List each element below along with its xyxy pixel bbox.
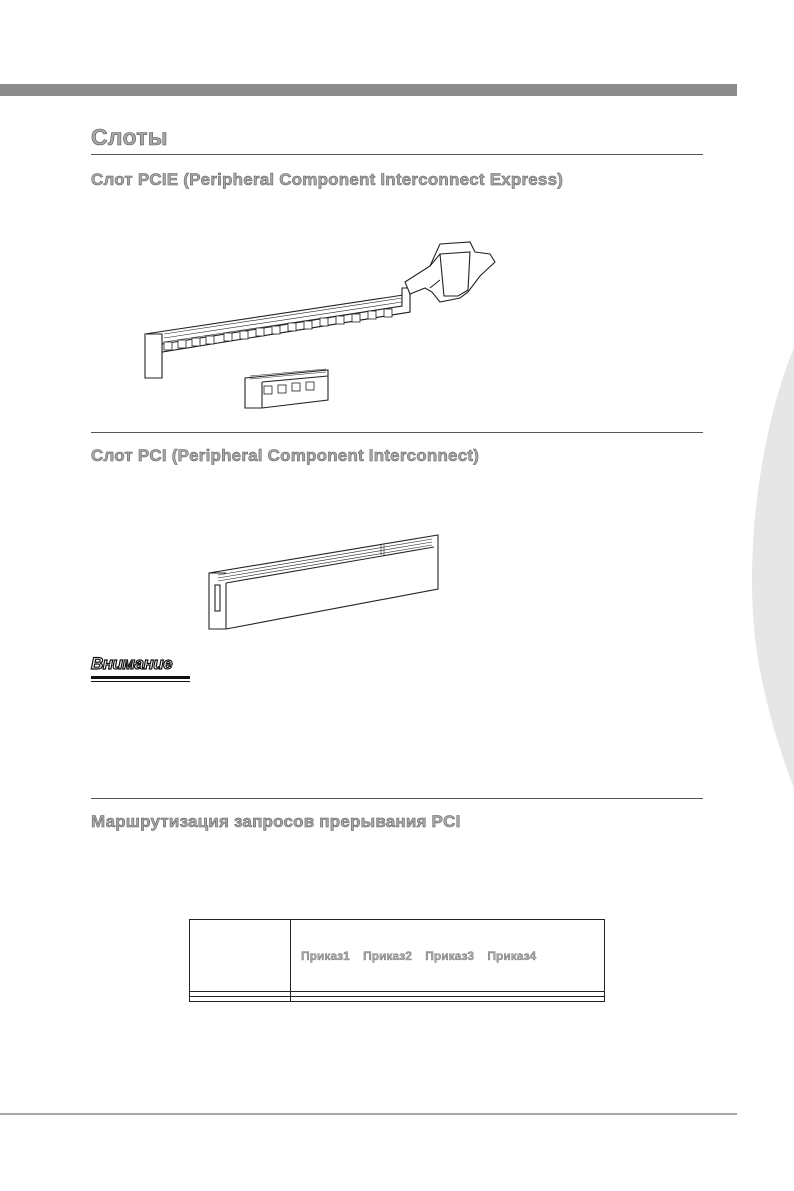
irq-table [189,919,605,1002]
section-title: Слоты [91,124,168,150]
irq-row-label [190,997,291,1002]
pci-slot-illustration [206,525,446,635]
irq-header-3: Приказ3 [425,948,475,963]
irq-header-2: Приказ2 [363,948,412,963]
footer-rule [0,1113,737,1115]
caution-underline [91,676,190,679]
pci-rule [91,432,703,433]
section-rule [91,154,703,155]
caution-label: Внимание [91,654,173,673]
pcie-heading: Слот PCIE (Peripheral Component Interconnect Express) [91,170,564,189]
pcie-slot-illustration [140,236,500,416]
irq-header-blank [190,920,291,992]
irq-header-cells [291,920,605,992]
caution-underline-thin [91,681,190,682]
irq-row-value [291,997,605,1002]
irq-header-row [190,920,605,992]
side-tab [742,330,794,810]
irq-rule [91,798,703,799]
table-row [190,997,605,1002]
header-banner [0,84,737,96]
pci-heading: Слот PCI (Peripheral Component Interconnect) [91,446,480,465]
irq-heading: Маршрутизация запросов прерывания PCI [91,812,461,831]
irq-header-1: Приказ1 [301,948,350,963]
irq-header-4: Приказ4 [487,948,537,963]
